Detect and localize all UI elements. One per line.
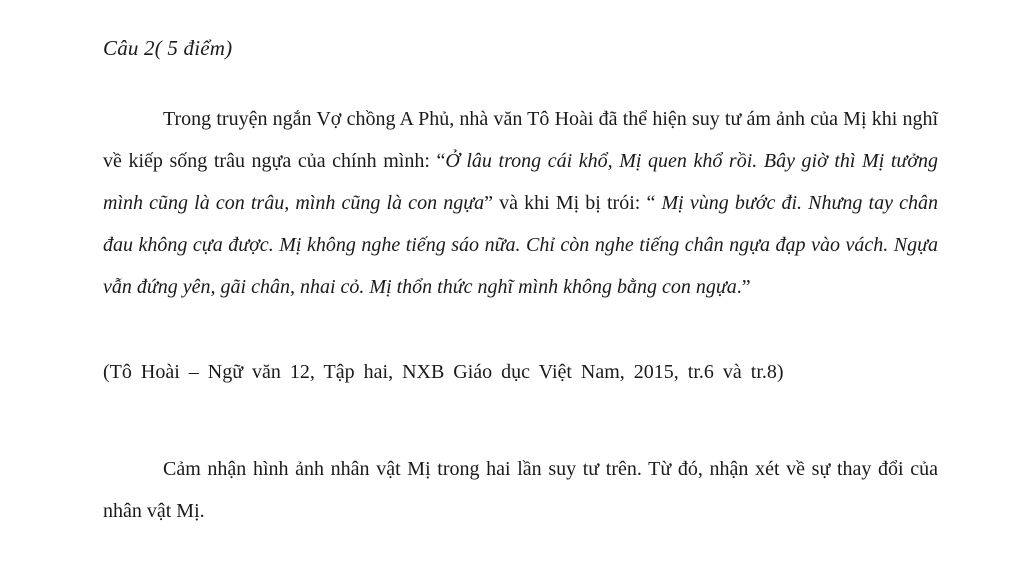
passage-intro: Trong truyện ngắn Vợ chồng A Phủ, nhà văn Tô Hoài đã thể hiện suy tư ám ảnh của Mị khi nghĩ về kiếp sống trâu ngựa của chính mình: “: [103, 108, 938, 172]
passage-middle: ” và khi Mị bị trói: “: [484, 192, 662, 214]
passage-quote-2: Mị vùng bước đi. Nhưng tay chân đau không cựa được. Mị không nghe tiếng sáo nữa. Chỉ còn nghe tiếng chân ngựa đạp vào vách. Ngựa vẫn đứng yên, gãi chân, nhai cỏ. Mị thổn thức nghĩ mình không bằng con ngựa: [103, 192, 938, 298]
quoted-passage: [103, 98, 938, 308]
passage-quote-1: Ở lâu trong cái khổ, Mị quen khổ rồi. Bây giờ thì Mị tưởng mình cũng là con trâu, mình cũng là con ngựa: [103, 150, 938, 214]
question-heading: Câu 2( 5 điểm): [103, 36, 233, 60]
source-citation: (Tô Hoài – Ngữ văn 12, Tập hai, NXB Giáo dục Việt Nam, 2015, tr.6 và tr.8): [103, 361, 784, 383]
task-prompt: Cảm nhận hình ảnh nhân vật Mị trong hai lần suy tư trên. Từ đó, nhận xét về sự thay đổi của nhân vật Mị.: [103, 458, 938, 522]
passage-end: .”: [736, 276, 751, 298]
